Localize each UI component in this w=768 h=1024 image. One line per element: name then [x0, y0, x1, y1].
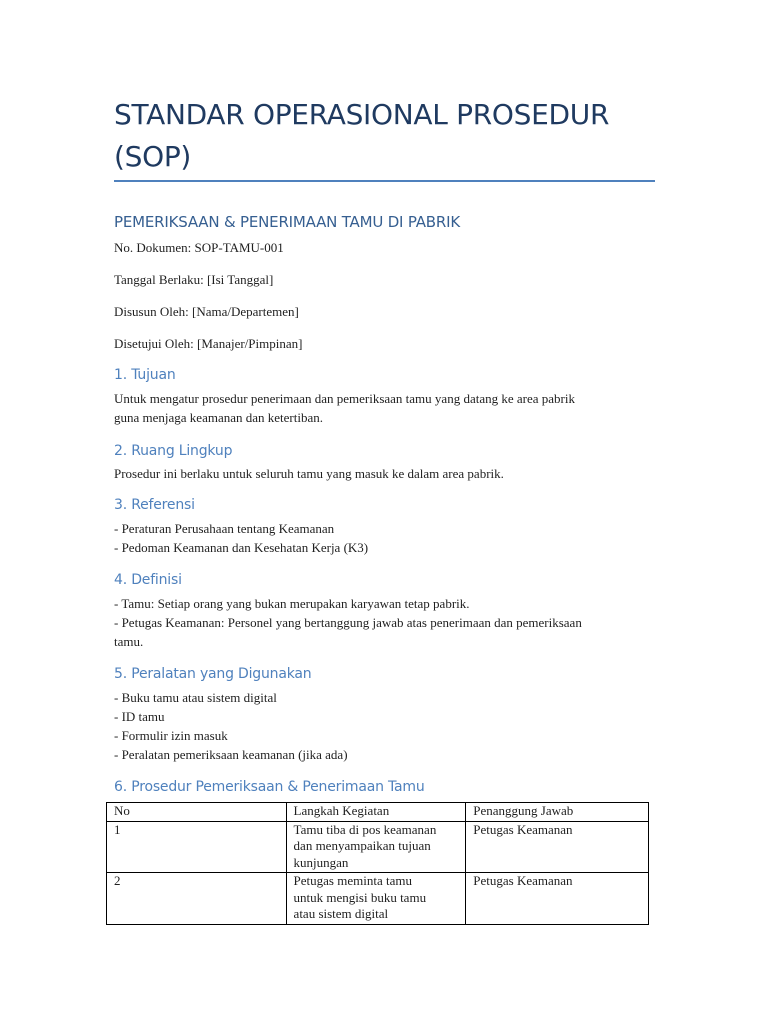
body-line: Untuk mengatur prosedur penerimaan dan pemeriksaan tamu yang datang ke area pabrik — [114, 391, 575, 406]
document-subtitle: PEMERIKSAAN & PENERIMAAN TAMU DI PABRIK — [114, 213, 460, 231]
section-heading-purpose: 1. Tujuan — [114, 367, 176, 383]
cell-step-line: untuk mengisi buku tamu — [293, 889, 427, 905]
document-title-line-2: (SOP) — [114, 140, 192, 173]
prepared-by: Disusun Oleh: [Nama/Departemen] — [114, 304, 299, 319]
cell-step-line: Tamu tiba di pos keamanan — [293, 821, 437, 837]
list-item: - ID tamu — [114, 709, 165, 724]
section-body-references — [114, 519, 659, 557]
list-item: - Buku tamu atau sistem digital — [114, 690, 277, 705]
list-item: - Pedoman Keamanan dan Kesehatan Kerja (K3) — [114, 540, 369, 555]
effective-date: Tanggal Berlaku: [Isi Tanggal] — [114, 272, 274, 287]
cell-step — [286, 821, 466, 873]
section-body-purpose — [114, 389, 659, 427]
list-item: - Peralatan pemeriksaan keamanan (jika ada) — [114, 747, 348, 762]
approved-by: Disetujui Oleh: [Manajer/Pimpinan] — [114, 336, 303, 351]
section-heading-references: 3. Referensi — [114, 497, 195, 513]
cell-owner: Petugas Keamanan — [466, 873, 649, 925]
table-header-row — [107, 803, 649, 822]
list-item: - Peraturan Perusahaan tentang Keamanan — [114, 521, 335, 536]
cell-step-line: dan menyampaikan tujuan — [293, 838, 431, 853]
body-line: guna menjaga keamanan dan ketertiban. — [114, 410, 323, 425]
list-item: tamu. — [114, 634, 144, 649]
cell-no: 2 — [107, 873, 287, 925]
cell-no: 1 — [107, 821, 287, 873]
cell-owner: Petugas Keamanan — [466, 821, 649, 873]
section-body-scope — [114, 464, 659, 483]
section-body-equipment — [114, 688, 659, 764]
section-heading-scope: 2. Ruang Lingkup — [114, 443, 233, 459]
section-heading-procedure: 6. Prosedur Pemeriksaan & Penerimaan Tamu — [114, 779, 425, 795]
cell-step-line: atau sistem digital — [293, 906, 389, 921]
column-header-step: Langkah Kegiatan — [286, 803, 466, 822]
section-heading-equipment: 5. Peralatan yang Digunakan — [114, 666, 312, 682]
cell-step-line: kunjungan — [293, 854, 349, 870]
title-divider — [114, 180, 655, 182]
table-row — [107, 873, 649, 925]
column-header-no: No — [107, 803, 287, 822]
body-line: Prosedur ini berlaku untuk seluruh tamu yang masuk ke dalam area pabrik. — [114, 466, 504, 481]
doc-number: No. Dokumen: SOP-TAMU-001 — [114, 240, 284, 255]
cell-step-line: Petugas meminta tamu — [293, 873, 412, 888]
list-item: - Tamu: Setiap orang yang bukan merupakan karyawan tetap pabrik. — [114, 596, 470, 611]
document-title — [114, 94, 674, 178]
list-item: - Formulir izin masuk — [114, 728, 228, 743]
list-item: - Petugas Keamanan: Personel yang bertanggung jawab atas penerimaan dan pemeriksaan — [114, 615, 582, 630]
cell-step — [286, 873, 466, 925]
procedure-table — [106, 802, 649, 925]
section-heading-definitions: 4. Definisi — [114, 572, 182, 588]
document-title-line-1: STANDAR OPERASIONAL PROSEDUR — [114, 98, 610, 131]
table-row — [107, 821, 649, 873]
section-body-definitions — [114, 594, 659, 651]
column-header-owner: Penanggung Jawab — [466, 803, 649, 822]
